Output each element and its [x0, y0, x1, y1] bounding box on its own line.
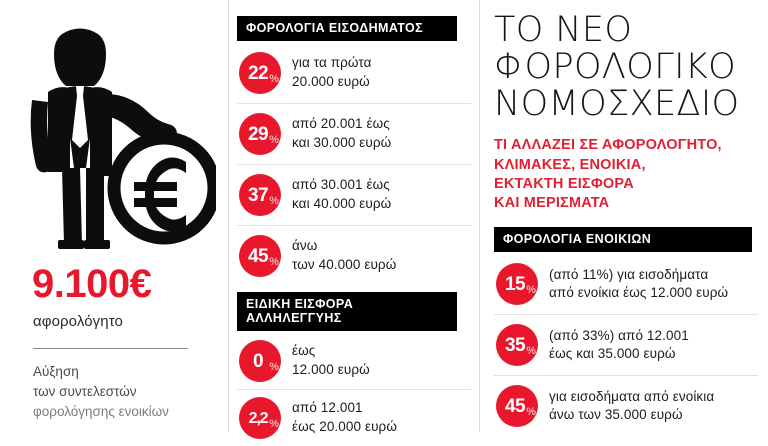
- subtitle-line-3: ΕΚΤΑΚΤΗ ΕΙΣΦΟΡΑ: [494, 175, 634, 192]
- page-title: [494, 12, 758, 123]
- rate-line-2: και 40.000 ευρώ: [292, 196, 392, 211]
- percent-sign: %: [269, 195, 279, 207]
- rate-row: [494, 315, 758, 376]
- rate-description: [292, 115, 391, 153]
- rate-badge: [496, 385, 538, 427]
- percent-sign: %: [269, 418, 279, 430]
- rate-value: 2,2: [248, 409, 268, 427]
- rate-description: [292, 54, 372, 92]
- income-tax-header: ΦΟΡΟΛΟΓΙΑ ΕΙΣΟΔΗΜΑΤΟΣ: [237, 16, 457, 41]
- rate-value: 29: [248, 123, 268, 145]
- percent-sign: %: [269, 256, 279, 268]
- subtitle-line-4: ΚΑΙ ΜΕΡΙΣΜΑΤΑ: [494, 195, 610, 212]
- page-subtitle: [494, 136, 758, 213]
- percent-sign: %: [526, 345, 536, 358]
- rate-value: 37: [248, 184, 268, 206]
- rate-description: [292, 237, 396, 275]
- rate-row: [237, 104, 471, 165]
- rate-row: [494, 376, 758, 436]
- rate-line-1: από 12.001: [292, 400, 363, 416]
- left-divider: [33, 348, 188, 349]
- percent-sign: %: [526, 406, 536, 419]
- rate-row: [237, 226, 471, 286]
- left-note-line-2: των συντελεστών: [33, 383, 137, 399]
- rate-line-1: άνω: [292, 238, 318, 254]
- right-column: [480, 0, 768, 432]
- tax-free-amount: 9.100€: [32, 262, 152, 306]
- rate-line-1: έως: [292, 343, 316, 359]
- rate-description: [292, 399, 397, 437]
- rate-description: [292, 342, 370, 380]
- rate-badge: [239, 235, 281, 277]
- subtitle-line-1: ΤΙ ΑΛΛΑΖΕΙ ΣΕ ΑΦΟΡΟΛΟΓΗΤΟ,: [494, 137, 722, 154]
- middle-column: [228, 0, 480, 432]
- rate-value: 45: [505, 395, 525, 417]
- rate-badge: [496, 263, 538, 305]
- percent-sign: %: [269, 361, 279, 373]
- rate-line-2: έως και 35.000 ευρώ: [549, 346, 676, 362]
- rent-tax-list: [494, 254, 758, 436]
- rate-badge: [496, 324, 538, 366]
- percent-sign: %: [269, 73, 279, 85]
- percent-sign: %: [526, 284, 536, 297]
- rate-line-1: για εισοδήματα από ενοίκια: [549, 388, 715, 404]
- tax-free-caption: αφορολόγητο: [33, 313, 123, 330]
- rate-value: 22: [248, 62, 268, 84]
- rate-row: [237, 390, 471, 446]
- left-note-line-1: Αύξηση: [33, 364, 79, 379]
- rate-badge: [239, 174, 281, 216]
- rate-description: [549, 327, 689, 365]
- rate-description: [292, 176, 391, 214]
- left-column: [0, 0, 228, 432]
- rate-value: 35: [505, 334, 525, 356]
- rate-line-2: και 30.000 ευρώ: [292, 135, 392, 150]
- percent-sign: %: [269, 134, 279, 146]
- rate-description: [549, 266, 728, 304]
- solidarity-list: [237, 333, 471, 446]
- businessman-with-euro-coin-icon: [26, 22, 216, 250]
- income-tax-list: [237, 43, 471, 286]
- rate-row: [237, 333, 471, 390]
- rate-value: 45: [248, 245, 268, 267]
- rate-line-2: 20.000 ευρώ: [292, 74, 370, 89]
- rate-line-1: από 30.001 έως: [292, 177, 390, 193]
- rate-description: [549, 388, 714, 426]
- rate-line-2: από ενοίκια έως 12.000 ευρώ: [549, 285, 729, 301]
- rate-line-2: των 40.000 ευρώ: [292, 257, 397, 272]
- title-line-2: ΦΟΡΟΛΟΓΙΚΟ: [494, 47, 737, 88]
- subtitle-line-2: ΚΛΙΜΑΚΕΣ, ΕΝΟΙΚΙΑ,: [494, 156, 646, 173]
- rate-line-1: για τα πρώτα: [292, 55, 372, 71]
- title-line-3: ΝΟΜΟΣΧΕΔΙΟ: [494, 84, 740, 125]
- title-line-1: ΤΟ ΝΕΟ: [494, 10, 633, 50]
- rate-value: 15: [505, 273, 525, 295]
- rate-line-2: 12.000 ευρώ: [292, 362, 370, 377]
- rate-badge: [239, 340, 281, 382]
- rate-value: 0: [253, 350, 263, 372]
- rate-line-2: έως 20.000 ευρώ: [292, 419, 397, 434]
- rate-badge: [239, 113, 281, 155]
- left-note-line-3: φορολόγησης ενοικίων: [33, 403, 169, 419]
- rate-row: [237, 43, 471, 104]
- rate-line-1: από 20.001 έως: [292, 116, 390, 132]
- rate-line-1: (από 33%) από 12.001: [549, 327, 689, 343]
- solidarity-header: ΕΙΔΙΚΗ ΕΙΣΦΟΡΑ ΑΛΛΗΛΕΓΓΥΗΣ: [237, 292, 457, 331]
- rent-tax-section: [494, 227, 758, 436]
- rate-line-1: (από 11%) για εισοδήματα: [549, 266, 709, 282]
- rate-badge: [239, 397, 281, 439]
- rate-badge: [239, 52, 281, 94]
- left-note: [33, 362, 208, 422]
- rate-row: [237, 165, 471, 226]
- rent-tax-header: ΦΟΡΟΛΟΓΙΑ ΕΝΟΙΚΙΩΝ: [494, 227, 752, 252]
- rate-row: [494, 254, 758, 315]
- rate-line-2: άνω των 35.000 ευρώ: [549, 407, 683, 423]
